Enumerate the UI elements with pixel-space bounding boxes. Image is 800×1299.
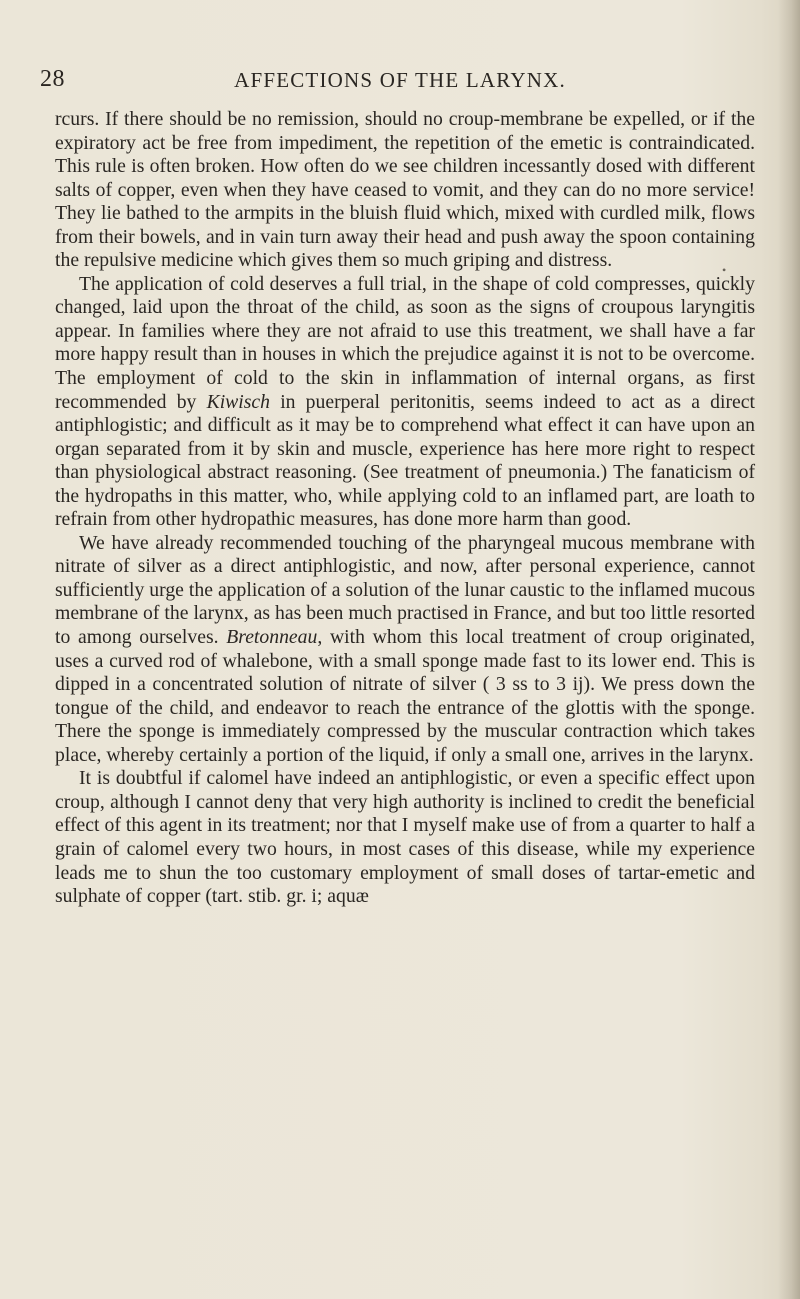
stray-mark: •	[722, 263, 727, 277]
page-header	[40, 66, 760, 96]
paragraph	[55, 767, 755, 908]
body-text	[55, 108, 755, 909]
paragraph	[55, 108, 755, 273]
page-number: 28	[40, 66, 65, 92]
text-segment: We have already recommended touching of the pharyngeal mucous membrane with nitrate of silver as a direct antiphlogistic, and now, after personal experience, cannot sufficiently urge the application of a solution of the lunar caustic to the inflamed mucous membrane of the larynx, as has been much practised in France, and but too little resorted to among ourselves.	[55, 531, 755, 649]
text-segment: in puerperal peritonitis, seems indeed to act as a direct antiphlogistic; and difficult as it may be to comprehend what effect it can have upon an organ separated from it by skin and muscle, experience has here more right to respect than physiological abstract reasoning. (See treatment of pneumonia.) The fanaticism of the hydropaths in this matter, who, while applying cold to an inflamed part, are loath to refrain from other hydropathic measures, has done more harm than good.	[55, 390, 755, 531]
page-edge-shadow	[778, 0, 800, 1299]
paragraph	[55, 532, 755, 767]
text-segment: The application of cold deserves a full trial, in the shape of cold compresses, quickly changed, laid upon the throat of the child, as soon as the signs of croupous laryngitis appear. In families where they are not afraid to use this treatment, we shall have a far more happy result than in houses in which the prejudice against it is not to be overcome. The employment of cold to the skin in inflammation of internal organs, as first recommended by	[55, 272, 755, 413]
text-segment: , with whom this local treatment of croup originated, uses a curved rod of whalebone, with a small sponge made fast to its lower end. This is dipped in a concentrated solution of nitrate of silver ( 3 ss to 3 ij). We press down the tongue of the child, and endeavor to reach the entrance of the glottis with the sponge. There the sponge is immediately compressed by the muscular contraction which takes place, whereby certainly a portion of the liquid, if only a small one, arrives in the larynx.	[55, 626, 755, 766]
running-head: AFFECTIONS OF THE LARYNX.	[234, 68, 566, 92]
italic-name: Bretonneau	[226, 626, 318, 649]
text-segment: It is doubtful if calomel have indeed an antiphlogistic, or even a specific effect upon croup, although I cannot deny that very high authority is inclined to credit the beneficial effect of this agent in its treatment; nor that I myself make use of from a quarter to half a grain of calomel every two hours, in most cases of this disease, while my experience leads me to shun the too customary employment of small doses of tartar-emetic and sulphate of copper (tart. stib. gr. i; aquæ	[55, 767, 755, 908]
italic-name: Kiwisch	[206, 390, 271, 413]
paragraph	[55, 273, 755, 532]
text-segment: rcurs. If there should be no remission, should no croup-membrane be expelled, or if the expiratory act be free from impediment, the repetition of the emetic is contraindicated. This rule is often broken. How often do we see children incessantly dosed with different salts of copper, even when they have ceased to vomit, and they can do no more service! They lie bathed to the armpits in the bluish fluid which, mixed with curdled milk, flows from their bowels, and in vain turn away their head and push away the spoon containing the repulsive medicine which gives them so much griping and distress.	[55, 108, 755, 272]
